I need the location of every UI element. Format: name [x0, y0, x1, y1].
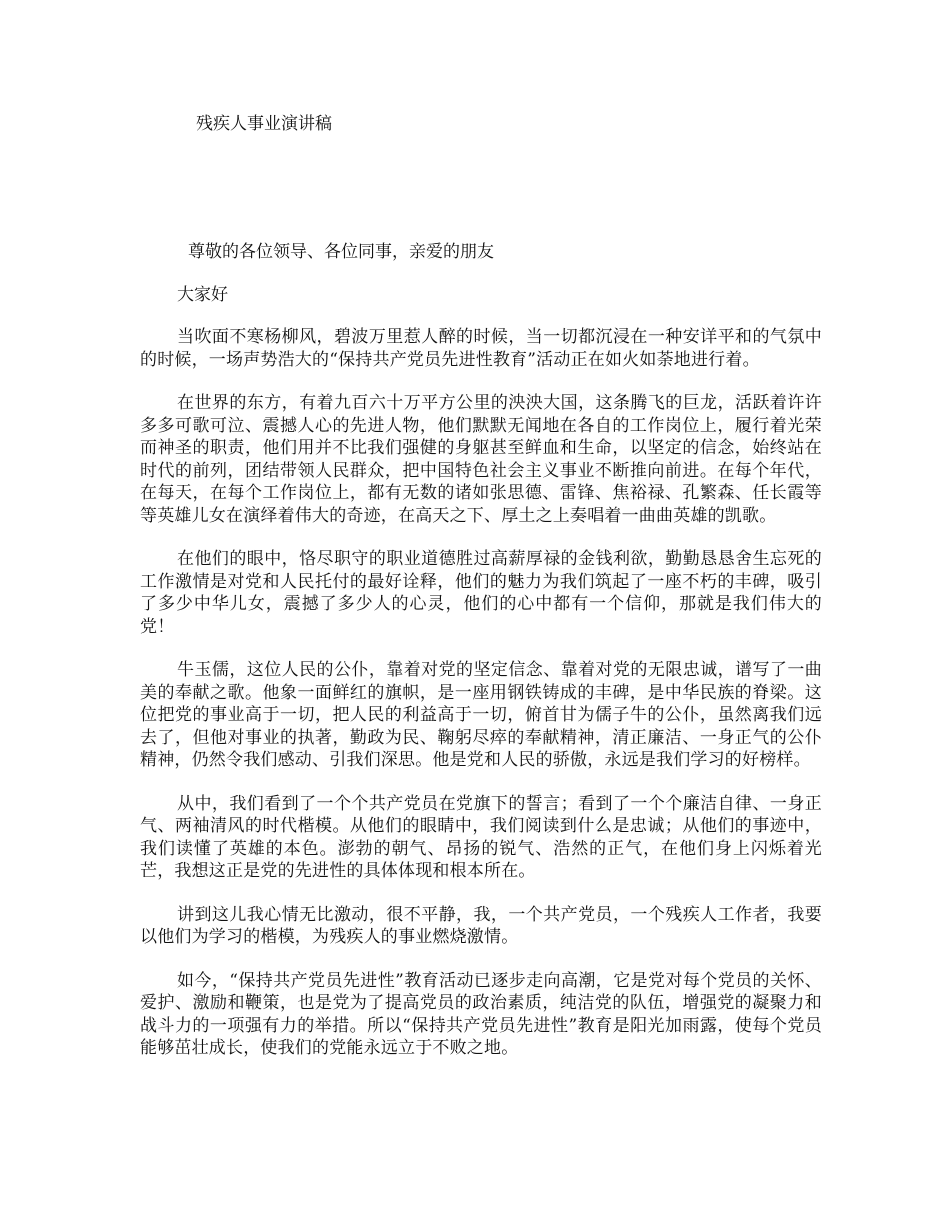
salutation: 尊敬的各位领导、各位同事，亲爱的朋友 [188, 242, 494, 262]
paragraph: 讲到这儿我心情无比激动，很不平静，我，一个共产党员，一个残疾人工作者，我要以他们为学习的楷模，为残疾人的事业燃烧激情。 [140, 904, 822, 947]
paragraph: 如今，“保持共产党员先进性”教育活动已逐步走向高潮，它是党对每个党员的关怀、爱护、激励和鞭策，也是党为了提高党员的政治素质，纯洁党的队伍，增强党的凝聚力和战斗力的一项强有力的举措。所以“保持共产党员先进性”教育是阳光加雨露，使每个党员能够茁壮成长，使我们的党能永远立于不败之地。 [140, 970, 822, 1058]
paragraph: 当吹面不寒杨柳风，碧波万里惹人醉的时候，当一切都沉浸在一种安详平和的气氛中的时候，一场声势浩大的“保持共产党员先进性教育”活动正在如火如荼地进行着。 [140, 327, 822, 370]
document-title: 残疾人事业演讲稿 [196, 114, 332, 134]
greeting: 大家好 [177, 285, 228, 305]
paragraph: 在世界的东方，有着九百六十万平方公里的泱泱大国，这条腾飞的巨龙，活跃着许许多多可歌可泣、震撼人心的先进人物，他们默默无闻地在各自的工作岗位上，履行着光荣而神圣的职责，他们用并不比我们强健的身躯甚至鲜血和生命，以坚定的信念，始终站在时代的前列，团结带领人民群众，把中国特色社会主义事业不断推向前进。在每个年代，在每天，在每个工作岗位上，都有无数的诸如张思德、雷锋、焦裕禄、孔繁森、任长霞等等英雄儿女在演绎着伟大的奇迹，在高天之下、厚土之上奏唱着一曲曲英雄的凯歌。 [140, 393, 822, 526]
paragraph: 牛玉儒，这位人民的公仆，靠着对党的坚定信念、靠着对党的无限忠诚，谱写了一曲美的奉献之歌。他象一面鲜红的旗帜，是一座用钢铁铸成的丰碑，是中华民族的脊梁。这位把党的事业高于一切，把人民的利益高于一切，俯首甘为儒子牛的公仆，虽然离我们远去了，但他对事业的执著，勤政为民、鞠躬尽瘁的奉献精神，清正廉洁、一身正气的公仆精神，仍然令我们感动、引我们深思。他是党和人民的骄傲，永远是我们学习的好榜样。 [140, 660, 822, 770]
paragraph: 从中，我们看到了一个个共产党员在党旗下的誓言；看到了一个个廉洁自律、一身正气、两袖清风的时代楷模。从他们的眼睛中，我们阅读到什么是忠诚；从他们的事迹中，我们读懂了英雄的本色。澎勃的朝气、昂扬的锐气、浩然的正气，在他们身上闪烁着光芒，我想这正是党的先进性的具体体现和根本所在。 [140, 793, 822, 881]
paragraph: 在他们的眼中，恪尽职守的职业道德胜过高薪厚禄的金钱利欲，勤勤恳恳舍生忘死的工作激情是对党和人民托付的最好诠释，他们的魅力为我们筑起了一座不朽的丰碑，吸引了多少中华儿女，震撼了多少人的心灵，他们的心中都有一个信仰，那就是我们伟大的党！ [140, 549, 822, 637]
speech-body [140, 326, 822, 1081]
